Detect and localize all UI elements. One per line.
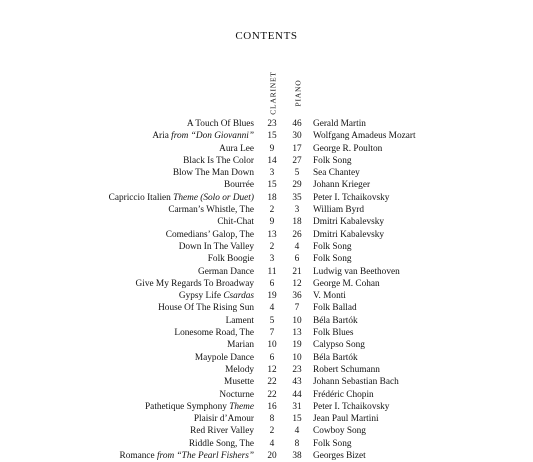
piece-title [190, 425, 254, 437]
contents-row [0, 278, 533, 290]
composer-name: Folk Blues [313, 328, 354, 339]
composer-name: Calypso Song [313, 340, 365, 351]
piano-page-number: 35 [292, 192, 302, 203]
piece-title-text: Maypole Dance [194, 352, 254, 363]
contents-row [0, 290, 533, 302]
clarinet-column-label: CLARINET [268, 71, 278, 115]
contents-row [0, 143, 533, 155]
composer-name: Sea Chantey [313, 168, 360, 179]
piece-title [187, 118, 254, 130]
clarinet-page-number: 13 [267, 229, 277, 240]
piece-title [224, 179, 254, 191]
piano-page-number: 44 [292, 389, 302, 400]
piano-page-number: 4 [294, 426, 300, 437]
piano-page-number: 15 [292, 414, 302, 425]
piano-page-number: 26 [292, 229, 302, 240]
piece-title-text: Red River Valley [190, 426, 254, 437]
piano-page-number: 10 [292, 352, 302, 363]
composer-name: Folk Ballad [313, 303, 357, 314]
composer-name: George R. Poulton [313, 143, 383, 154]
piece-title-text: Plaisir d’Amour [193, 414, 254, 425]
piece-title [174, 327, 254, 339]
contents-list [0, 118, 533, 462]
clarinet-page-number: 15 [267, 180, 277, 191]
composer-name: Folk Song [313, 438, 352, 449]
piano-page-number: 46 [292, 119, 302, 129]
piece-title [145, 401, 254, 413]
piano-page-number: 4 [294, 241, 300, 252]
clarinet-page-number: 14 [267, 155, 277, 166]
piece-title [166, 229, 254, 241]
piece-title-text: Down In The Valley [178, 241, 254, 252]
piece-title [224, 376, 254, 388]
contents-row [0, 425, 533, 437]
composer-name: Johann Sebastian Bach [313, 377, 399, 388]
piece-title-italic: Csardas [223, 291, 254, 302]
contents-row [0, 302, 533, 314]
clarinet-column-header [266, 69, 280, 117]
piece-title [226, 315, 254, 327]
piece-title [168, 204, 254, 216]
piece-title-text: Romance [119, 451, 157, 462]
clarinet-page-number: 15 [267, 131, 277, 142]
piano-page-number: 21 [292, 266, 302, 277]
contents-row [0, 413, 533, 425]
clarinet-page-number: 22 [267, 389, 277, 400]
composer-name: V. Monti [313, 291, 346, 302]
contents-row [0, 216, 533, 228]
composer-name: George M. Cohan [313, 278, 380, 289]
piece-title-text: Comedians’ Galop, The [165, 229, 254, 240]
contents-row [0, 364, 533, 376]
piece-title-text: Capriccio Italien [108, 192, 174, 203]
piece-title [189, 438, 254, 450]
piece-title-text: Nocturne [219, 389, 254, 400]
piece-title-text: House Of The Rising Sun [158, 303, 254, 314]
piece-title-text: Musette [224, 377, 254, 388]
clarinet-page-number: 5 [269, 315, 275, 326]
piano-page-number: 13 [292, 328, 302, 339]
contents-row [0, 118, 533, 130]
composer-name: Johann Krieger [313, 180, 371, 191]
piano-page-number: 27 [292, 155, 302, 166]
piano-page-number: 19 [292, 340, 302, 351]
piano-page-number: 23 [292, 364, 302, 375]
piece-title-text: Aria [152, 131, 172, 142]
piece-title-text: Riddle Song, The [188, 438, 254, 449]
piece-title [158, 302, 254, 314]
piece-title [227, 339, 254, 351]
clarinet-page-number: 3 [269, 168, 275, 179]
contents-row [0, 315, 533, 327]
contents-row [0, 167, 533, 179]
piano-page-number: 18 [292, 217, 302, 228]
contents-row [0, 253, 533, 265]
piece-title-text: Aura Lee [219, 143, 254, 154]
piano-page-number: 38 [292, 451, 302, 462]
composer-name: Béla Bartók [313, 352, 358, 363]
piece-title-text: Give My Regards To Broadway [135, 278, 254, 289]
piece-title [136, 278, 254, 290]
piano-page-number: 5 [294, 168, 300, 179]
contents-row [0, 179, 533, 191]
piece-title [225, 364, 254, 376]
piece-title [217, 216, 254, 228]
contents-row [0, 401, 533, 413]
contents-row [0, 352, 533, 364]
piece-title [198, 266, 254, 278]
piece-title-italic: from “Don Giovanni” [171, 131, 254, 142]
piece-title-text: Marian [227, 340, 254, 351]
piece-title-text: Blow The Man Down [172, 168, 254, 179]
piano-page-number: 8 [294, 438, 300, 449]
piano-page-number: 3 [294, 205, 300, 216]
clarinet-page-number: 2 [269, 241, 275, 252]
piece-title [195, 352, 254, 364]
contents-row [0, 339, 533, 351]
piece-title [109, 192, 254, 204]
piano-page-number: 30 [292, 131, 302, 142]
piece-title [194, 413, 254, 425]
piece-title [208, 253, 254, 265]
piece-title-text: Chit-Chat [217, 217, 254, 228]
clarinet-page-number: 4 [269, 438, 275, 449]
clarinet-page-number: 3 [269, 254, 275, 265]
clarinet-page-number: 18 [267, 192, 277, 203]
piano-page-number: 31 [292, 401, 302, 412]
composer-name: William Byrd [313, 205, 365, 216]
piece-title-text: Lament [225, 315, 254, 326]
composer-name: Georges Bizet [313, 451, 366, 462]
contents-row [0, 229, 533, 241]
clarinet-page-number: 2 [269, 426, 275, 437]
contents-row [0, 155, 533, 167]
piece-title [120, 450, 254, 462]
composer-name: Frédéric Chopin [313, 389, 374, 400]
composer-name: Dmitri Kabalevsky [313, 217, 385, 228]
piano-column-header [291, 69, 305, 117]
piece-title-italic: Theme (Solo or Duet) [173, 192, 254, 203]
piece-title-text: Lonesome Road, The [174, 328, 254, 339]
piano-page-number: 6 [294, 254, 300, 265]
piece-title [179, 241, 254, 253]
contents-row [0, 450, 533, 462]
clarinet-page-number: 9 [269, 143, 275, 154]
piece-title-italic: from “The Pearl Fishers” [156, 451, 254, 462]
clarinet-page-number: 7 [269, 328, 275, 339]
clarinet-page-number: 23 [267, 119, 277, 129]
composer-name: Folk Song [313, 254, 352, 265]
piano-page-number: 17 [292, 143, 302, 154]
piece-title-text: A Touch Of Blues [186, 119, 254, 129]
clarinet-page-number: 9 [269, 217, 275, 228]
piece-title-text: Gypsy Life [178, 291, 224, 302]
clarinet-page-number: 22 [267, 377, 277, 388]
clarinet-page-number: 4 [269, 303, 275, 314]
clarinet-page-number: 19 [267, 291, 277, 302]
piece-title-text: Pathetique Symphony [145, 401, 230, 412]
piano-column-label: PIANO [293, 79, 303, 107]
composer-name: Jean Paul Martini [313, 414, 379, 425]
composer-name: Folk Song [313, 155, 352, 166]
piece-title-italic: Theme [229, 401, 254, 412]
piece-title [219, 389, 254, 401]
clarinet-page-number: 16 [267, 401, 277, 412]
contents-row [0, 192, 533, 204]
composer-name: Cowboy Song [313, 426, 366, 437]
composer-name: Folk Song [313, 241, 352, 252]
composer-name: Peter I. Tchaikovsky [313, 401, 390, 412]
piece-title-text: Bourrée [224, 180, 254, 191]
clarinet-page-number: 10 [267, 340, 277, 351]
composer-name: Wolfgang Amadeus Mozart [313, 131, 416, 142]
clarinet-page-number: 12 [267, 364, 277, 375]
piece-title [173, 167, 254, 179]
piece-title-text: Folk Boogie [207, 254, 254, 265]
piece-title-text: Carman’s Whistle, The [168, 205, 254, 216]
piece-title-text: German Dance [197, 266, 254, 277]
clarinet-page-number: 8 [269, 414, 275, 425]
piece-title-text: Black Is The Color [183, 155, 254, 166]
piece-title-text: Melody [225, 364, 254, 375]
piece-title [152, 130, 254, 142]
contents-row [0, 376, 533, 388]
piano-page-number: 43 [292, 377, 302, 388]
piano-page-number: 7 [294, 303, 300, 314]
contents-row [0, 327, 533, 339]
clarinet-page-number: 20 [267, 451, 277, 462]
composer-name: Peter I. Tchaikovsky [313, 192, 390, 203]
piano-page-number: 10 [292, 315, 302, 326]
piece-title [179, 290, 254, 302]
composer-name: Ludwig van Beethoven [313, 266, 400, 277]
clarinet-page-number: 6 [269, 352, 275, 363]
contents-row [0, 438, 533, 450]
clarinet-page-number: 11 [267, 266, 277, 277]
piano-page-number: 36 [292, 291, 302, 302]
clarinet-page-number: 2 [269, 205, 275, 216]
clarinet-page-number: 6 [269, 278, 275, 289]
contents-row [0, 130, 533, 142]
piano-page-number: 29 [292, 180, 302, 191]
piece-title [219, 143, 254, 155]
composer-name: Béla Bartók [313, 315, 358, 326]
contents-row [0, 204, 533, 216]
composer-name: Gerald Martin [313, 119, 366, 129]
contents-row [0, 241, 533, 253]
contents-row [0, 266, 533, 278]
composer-name: Dmitri Kabalevsky [313, 229, 385, 240]
page-title: CONTENTS [235, 30, 298, 42]
contents-row [0, 389, 533, 401]
piece-title [183, 155, 254, 167]
composer-name: Robert Schumann [313, 364, 380, 375]
piano-page-number: 12 [292, 278, 302, 289]
